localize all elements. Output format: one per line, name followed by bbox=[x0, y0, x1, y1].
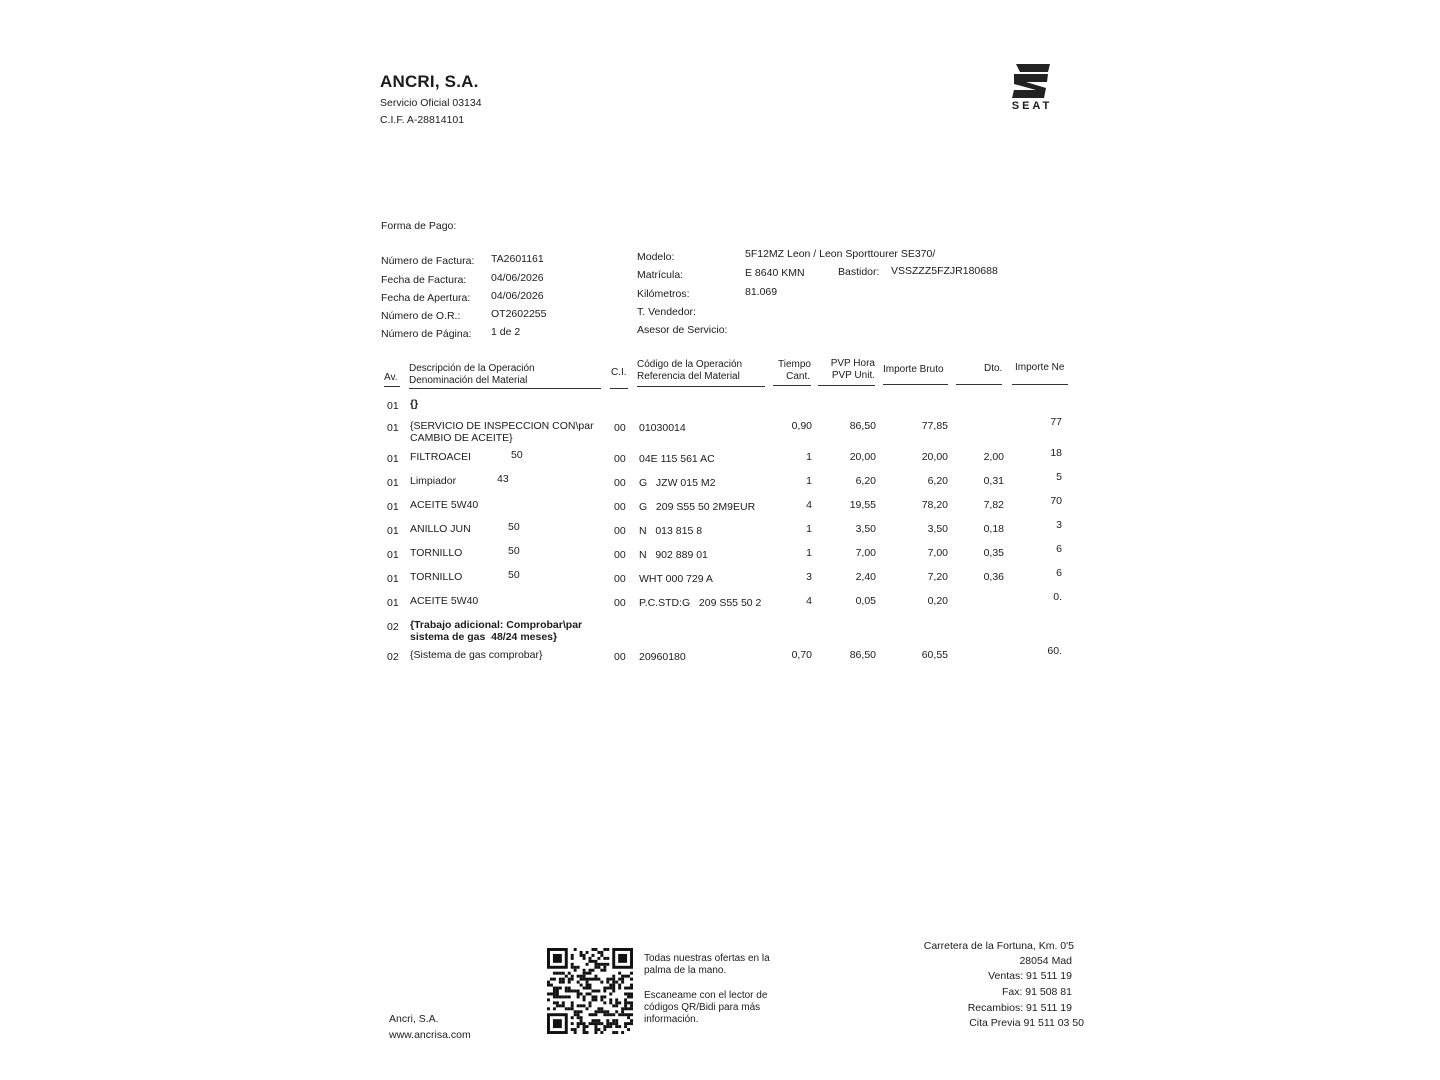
col-header-gross: Importe Bruto bbox=[883, 364, 944, 375]
row-av: 01 bbox=[387, 501, 399, 513]
row-description: {Sistema de gas comprobar} bbox=[410, 649, 543, 661]
invoice-date-label: Fecha de Factura: bbox=[381, 274, 467, 286]
row-unit-price: 86,50 bbox=[849, 420, 876, 432]
invoice-number: TA2601161 bbox=[491, 253, 544, 265]
col-header-dto: Dto. bbox=[984, 363, 1003, 374]
row-discount: 7,82 bbox=[983, 499, 1004, 511]
header-underline bbox=[409, 388, 601, 389]
chassis-value: VSSZZZ5FZJR180688 bbox=[891, 265, 998, 277]
row-av: 02 bbox=[387, 651, 399, 663]
payment-label: Forma de Pago: bbox=[381, 220, 457, 232]
row-description: Limpiador bbox=[410, 475, 457, 487]
row-gross: 7,00 bbox=[927, 547, 948, 559]
row-description: ACEITE 5W40 bbox=[410, 499, 479, 511]
row-code: 04E 115 561 AC bbox=[639, 453, 715, 465]
row-qty: 1 bbox=[806, 475, 812, 487]
row-description: {} bbox=[410, 398, 419, 410]
row-av: 01 bbox=[387, 400, 399, 412]
company-cif: C.I.F. A-28814101 bbox=[380, 114, 465, 126]
row-av: 01 bbox=[387, 477, 399, 489]
row-qty: 0,70 bbox=[791, 649, 812, 661]
row-av: 02 bbox=[387, 621, 399, 633]
model-value: 5F12MZ Leon / Leon Sporttourer SE370/ bbox=[745, 248, 936, 260]
row-code: 01030014 bbox=[639, 422, 686, 434]
col-header-pvp-1: PVP Hora bbox=[830, 358, 875, 369]
row-unit-price: 86,50 bbox=[849, 649, 876, 661]
row-av: 01 bbox=[387, 597, 399, 609]
row-ci: 00 bbox=[614, 501, 626, 513]
col-header-time-2: Cant. bbox=[786, 371, 810, 382]
header-underline bbox=[883, 384, 948, 385]
footer-ventas: Ventas: 91 511 19 bbox=[988, 970, 1072, 982]
row-code: G JZW 015 M2 bbox=[639, 477, 716, 489]
seat-wordmark: SEAT bbox=[1011, 100, 1053, 112]
footer-company: Ancri, S.A. bbox=[389, 1013, 439, 1025]
header-underline bbox=[610, 388, 628, 389]
row-code: WHT 000 729 A bbox=[639, 573, 713, 585]
row-net: 70 bbox=[1050, 495, 1062, 507]
row-extra: 50 bbox=[508, 569, 520, 581]
row-av: 01 bbox=[387, 422, 399, 434]
row-av: 01 bbox=[387, 525, 399, 537]
km-value: 81.069 bbox=[745, 286, 778, 298]
row-net: 6 bbox=[1056, 567, 1062, 579]
or-number: OT2602255 bbox=[491, 308, 547, 320]
row-description-2: sistema de gas 48/24 meses} bbox=[410, 631, 558, 643]
qr-scan-text: Escaneame con el lector de códigos QR/Bidi para más información. bbox=[644, 990, 768, 1025]
row-gross: 78,20 bbox=[921, 499, 948, 511]
row-av: 01 bbox=[387, 549, 399, 561]
row-qty: 4 bbox=[806, 499, 812, 511]
row-description: TORNILLO bbox=[410, 547, 463, 559]
plate-value: E 8640 KMN bbox=[745, 267, 805, 279]
row-ci: 00 bbox=[614, 651, 626, 663]
header-underline bbox=[773, 385, 811, 386]
row-extra: 50 bbox=[508, 521, 520, 533]
row-ci: 00 bbox=[614, 422, 626, 434]
row-description: ACEITE 5W40 bbox=[410, 595, 479, 607]
footer-cita-previa: Cita Previa 91 511 03 50 bbox=[969, 1017, 1084, 1029]
row-unit-price: 3,50 bbox=[855, 523, 876, 535]
row-code: N 902 889 01 bbox=[639, 549, 708, 561]
row-qty: 1 bbox=[806, 547, 812, 559]
row-unit-price: 20,00 bbox=[849, 451, 876, 463]
row-description-2: CAMBIO DE ACEITE} bbox=[410, 432, 513, 444]
header-underline bbox=[818, 385, 875, 386]
qr-code[interactable] bbox=[547, 948, 633, 1034]
advisor-label: Asesor de Servicio: bbox=[637, 324, 728, 336]
row-unit-price: 0,05 bbox=[855, 595, 876, 607]
col-header-code-2: Referencia del Material bbox=[637, 371, 740, 382]
row-code: P.C.STD:G 209 S55 50 2 bbox=[639, 597, 762, 609]
footer-address-1: Carretera de la Fortuna, Km. 0'5 bbox=[923, 940, 1074, 952]
row-qty: 1 bbox=[806, 523, 812, 535]
seat-logo bbox=[1000, 62, 1064, 112]
page-number: 1 de 2 bbox=[491, 326, 521, 338]
footer-web[interactable]: www.ancrisa.com bbox=[389, 1029, 471, 1041]
col-header-time-1: Tiempo bbox=[778, 359, 811, 370]
row-gross: 20,00 bbox=[921, 451, 948, 463]
opening-date-label: Fecha de Apertura: bbox=[381, 292, 471, 304]
row-qty: 0,90 bbox=[791, 420, 812, 432]
row-net: 5 bbox=[1056, 471, 1062, 483]
seller-label: T. Vendedor: bbox=[637, 306, 696, 318]
col-header-ci: C.I. bbox=[611, 367, 627, 378]
model-label: Modelo: bbox=[637, 251, 675, 263]
plate-label: Matrícula: bbox=[637, 269, 684, 281]
row-description: {Trabajo adicional: Comprobar\par bbox=[410, 619, 583, 631]
row-gross: 0,20 bbox=[927, 595, 948, 607]
row-av: 01 bbox=[387, 573, 399, 585]
header-underline bbox=[637, 386, 765, 387]
row-gross: 6,20 bbox=[927, 475, 948, 487]
col-header-desc-2: Denominación del Material bbox=[409, 375, 528, 386]
row-ci: 00 bbox=[614, 477, 626, 489]
footer-fax: Fax: 91 508 81 bbox=[1001, 986, 1072, 998]
chassis-label: Bastidor: bbox=[838, 266, 880, 278]
row-qty: 1 bbox=[806, 451, 812, 463]
header-underline bbox=[956, 384, 1002, 385]
row-ci: 00 bbox=[614, 453, 626, 465]
row-net: 18 bbox=[1050, 447, 1062, 459]
row-unit-price: 7,00 bbox=[855, 547, 876, 559]
row-discount: 2,00 bbox=[983, 451, 1004, 463]
row-extra: 50 bbox=[508, 545, 520, 557]
col-header-av: Av. bbox=[384, 372, 398, 383]
row-net: 6 bbox=[1056, 543, 1062, 555]
row-code: G 209 S55 50 2M9EUR bbox=[639, 501, 756, 513]
row-unit-price: 19,55 bbox=[849, 499, 876, 511]
page-number-label: Número de Página: bbox=[381, 328, 472, 340]
footer-recambios: Recambios: 91 511 19 bbox=[967, 1002, 1072, 1014]
company-name: ANCRI, S.A. bbox=[380, 72, 479, 91]
row-extra: 50 bbox=[511, 449, 523, 461]
col-header-pvp-2: PVP Unit. bbox=[831, 370, 875, 381]
row-net: 60. bbox=[1047, 645, 1062, 657]
row-ci: 00 bbox=[614, 525, 626, 537]
row-net: 77 bbox=[1050, 416, 1062, 428]
row-gross: 7,20 bbox=[927, 571, 948, 583]
invoice-number-label: Número de Factura: bbox=[381, 255, 475, 267]
row-unit-price: 2,40 bbox=[855, 571, 876, 583]
footer-address-2: 28054 Mad bbox=[1019, 955, 1072, 967]
km-label: Kilómetros: bbox=[637, 288, 690, 300]
row-description: ANILLO JUN bbox=[410, 523, 471, 535]
row-code: N 013 815 8 bbox=[639, 525, 703, 537]
row-description: TORNILLO bbox=[410, 571, 463, 583]
row-gross: 3,50 bbox=[927, 523, 948, 535]
row-discount: 0,36 bbox=[983, 571, 1004, 583]
row-net: 3 bbox=[1056, 519, 1062, 531]
opening-date: 04/06/2026 bbox=[491, 290, 544, 302]
row-code: 20960180 bbox=[639, 651, 686, 663]
row-gross: 77,85 bbox=[921, 420, 948, 432]
qr-offer-text: Todas nuestras ofertas en la palma de la mano. bbox=[644, 953, 770, 976]
row-unit-price: 6,20 bbox=[855, 475, 876, 487]
row-description: FILTROACEI bbox=[410, 451, 472, 463]
row-ci: 00 bbox=[614, 549, 626, 561]
col-header-code-1: Código de la Operación bbox=[637, 359, 743, 370]
or-number-label: Número de O.R.: bbox=[381, 310, 461, 322]
row-gross: 60,55 bbox=[921, 649, 948, 661]
invoice-date: 04/06/2026 bbox=[491, 272, 544, 284]
col-header-net: Importe Ne bbox=[1015, 362, 1065, 373]
row-net: 0. bbox=[1053, 591, 1062, 603]
row-discount: 0,35 bbox=[983, 547, 1004, 559]
row-qty: 4 bbox=[806, 595, 812, 607]
row-discount: 0,18 bbox=[983, 523, 1004, 535]
row-av: 01 bbox=[387, 453, 399, 465]
row-description: {SERVICIO DE INSPECCION CON\par bbox=[410, 420, 594, 432]
qr-code-icon bbox=[547, 948, 633, 1034]
col-header-desc-1: Descripción de la Operación bbox=[409, 363, 535, 374]
header-underline bbox=[1012, 384, 1068, 385]
header-underline bbox=[384, 386, 400, 387]
row-discount: 0,31 bbox=[983, 475, 1004, 487]
service-number: Servicio Oficial 03134 bbox=[380, 97, 482, 109]
row-ci: 00 bbox=[614, 573, 626, 585]
row-extra: 43 bbox=[497, 473, 509, 485]
row-ci: 00 bbox=[614, 597, 626, 609]
row-qty: 3 bbox=[806, 571, 812, 583]
